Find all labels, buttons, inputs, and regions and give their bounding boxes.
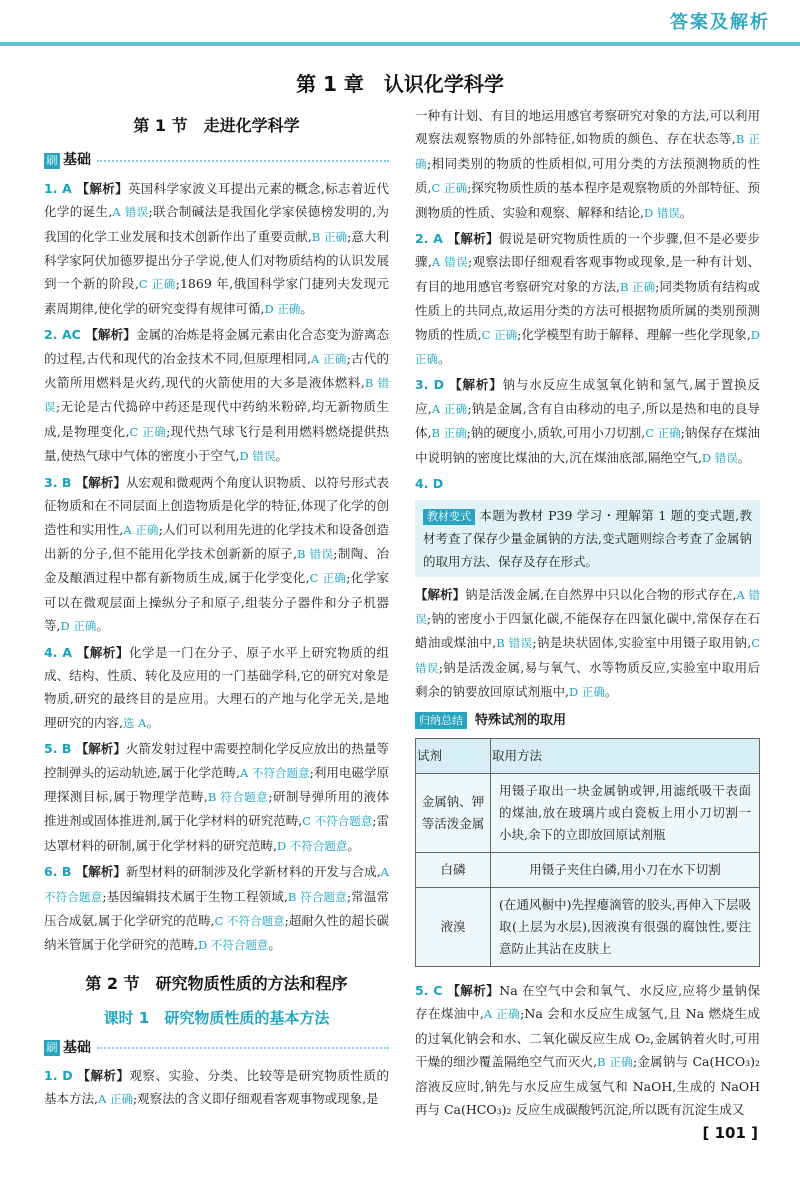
reagent-cell: 金属钠、钾等活泼金属: [416, 773, 491, 852]
summary-heading: [415, 709, 760, 732]
analysis-text: 。: [438, 351, 451, 367]
method-cell: 用镊子夹住白磷,用小刀在水下切割: [491, 852, 760, 887]
answer-item: [415, 227, 760, 371]
verdict-mark: D 正确: [264, 301, 301, 316]
analysis-tag: 【解析】: [449, 377, 503, 393]
answer-item: [44, 860, 389, 958]
analysis-text: ;相同类别的物质的性质相似,可用分类的方法预测物质的性质,: [415, 155, 761, 196]
analysis-text: ;钠的密度小于四氯化碳,不能保存在四氯化碳中,常保存在石蜡油或煤油中,: [415, 610, 761, 651]
analysis-text: ;联合制碱法是我国化学家侯德榜发明的,为我国的化学工业发展和技术创新作出了重要贡献,: [44, 204, 390, 244]
verdict-mark: C 正确: [138, 277, 176, 292]
reagent-cell: 白磷: [416, 852, 491, 887]
table-header-row: [416, 738, 760, 773]
analysis-text: 。: [737, 449, 751, 465]
verdict-mark: C 正确: [645, 426, 681, 441]
basic-heading: [44, 149, 389, 172]
analysis-text: 钠与水反应生成氢氧化钠和氢气,属于置换反应,: [415, 377, 760, 416]
analysis-tag: 【解析】: [447, 231, 499, 247]
analysis-tag: 【解析】: [75, 474, 126, 490]
analysis-text: ;Na 会和水反应生成氢气,且 Na 燃烧生成的过氧化钠会和水、二氧化碳反应生成 O₂,金属钠着火时,可用干燥的细沙覆盖隔绝空气而灭火,: [415, 1006, 760, 1070]
analysis-tag: 【解析】: [75, 864, 126, 880]
header-bar: [0, 42, 800, 46]
analysis-text: ;钠是块状固体,实验室中用镊子取用钠,: [532, 635, 752, 651]
analysis-text: 。: [604, 684, 618, 700]
analysis-text: 观察、实验、分类、比较等是研究物质性质的基本方法,: [44, 1068, 389, 1107]
question-number: 2. AC: [44, 327, 86, 343]
chapter-title: 第 1 章 认识化学科学: [296, 72, 504, 96]
verdict-mark: C 错误: [415, 636, 760, 675]
header-label: 答案及解析: [670, 12, 770, 33]
analysis-tag: 【解析】: [76, 644, 129, 660]
verdict-mark: D 错误: [701, 450, 738, 465]
answer-item: [415, 373, 760, 470]
method-cell: (在通风橱中)先捏瘪滴管的胶头,再伸入下层吸取(上层为水层),因液溴有很强的腐蚀性,要注意防止其沾在皮肤上: [491, 887, 760, 966]
verdict-mark: B 正确: [619, 279, 656, 294]
verdict-mark: C 正确: [129, 424, 167, 439]
table-row: [416, 887, 760, 966]
analysis-text: ;人们可以利用先进的化学技术和设备创造出新的分子,但不能用化学技术创新新的原子,: [44, 521, 389, 561]
analysis-text: 一种有计划、有目的地运用感官考察研究对象的方法,可以利用观察法观察物质的外部特征,如物质的颜色、存在状态等,: [415, 108, 760, 147]
answer-list-right-b: [415, 583, 760, 705]
question-number: 5. B: [44, 741, 76, 757]
analysis-text: ;金属钠与 Ca(HCO₃)₂ 溶液反应时,钠先与水反应生成氢气和 NaOH,生成的 NaOH 再与 Ca(HCO₃)₂ 反应生成碳酸钙沉淀,所以既有沉淀生成又: [415, 1054, 761, 1117]
right-column: [415, 104, 760, 1123]
analysis-tag: 【解析】: [415, 586, 466, 602]
verdict-mark: C 不符合题意: [302, 814, 373, 829]
basic-heading-2: [44, 1037, 389, 1060]
answer-list: [44, 177, 389, 958]
variant-box: [415, 500, 760, 577]
basic-label: 基础: [63, 1039, 91, 1056]
analysis-tag: 【解析】: [75, 741, 126, 757]
table-row: [416, 852, 760, 887]
verdict-mark: B 符合题意: [207, 789, 269, 804]
analysis-text: 英国科学家波义耳提出元素的概念,标志着近代化学的诞生,: [44, 180, 389, 220]
left-column: [44, 104, 389, 1114]
verdict-mark: B 符合题意: [287, 889, 347, 904]
answer-item: [44, 323, 389, 468]
verdict-mark: D 正确: [415, 327, 760, 367]
reagent-table: [415, 738, 760, 967]
analysis-text: ;探究物质性质的基本程序是观察物质的外部特征、预测物质的性质、实验和观察、解释和结论,: [415, 180, 760, 220]
analysis-text: ;同类物质有结构或性质上的共同点,故运用分类的方法可根据物质所属的类别预测物质的性质,: [415, 278, 760, 342]
verdict-mark: A 错误: [431, 255, 468, 270]
analysis-text: 新型材料的研制涉及化学新材料的开发与合成,: [125, 864, 381, 880]
analysis-text: ;制陶、冶金及酿酒过程中都有新物质生成,属于化学变化,: [44, 545, 390, 586]
answer-item: [44, 737, 389, 858]
verdict-mark: 选 A: [122, 715, 147, 730]
analysis-text: 。: [146, 714, 159, 730]
analysis-text: ;基因编辑技术属于生物工程领域,: [102, 888, 288, 904]
analysis-text: ;研制导弹所用的液体推进剂或固体推进剂,属于化学材料的研究范畴,: [44, 788, 390, 829]
verdict-mark: D 错误: [239, 449, 276, 464]
answer-item: [44, 1064, 389, 1112]
dotted-divider: [97, 160, 389, 162]
analysis-text: ;观察法即仔细观看客观事物或现象,是一种有计划、有目的地用感官考察研究对象的方法,: [415, 254, 760, 294]
reagent-cell: 液溴: [416, 887, 491, 966]
analysis-text: 从宏观和微观两个角度认识物质、以符号形式表征物质和在不同层面上创造物质是化学的特征,体现了化学的创造性和实用性,: [44, 474, 389, 537]
verdict-mark: A 正确: [431, 401, 468, 416]
answer-list-right: [415, 104, 760, 496]
analysis-text: ;钠保存在煤油中说明钠的密度比煤油的大,沉在煤油底部,隔绝空气,: [415, 425, 760, 465]
analysis-text: ;雷达罩材料的研制,属于化学材料的研究范畴,: [44, 813, 389, 853]
variant-text: 本题为教材 P39 学习・理解第 1 题的变式题,教材考查了保存少量金属钠的方法,变式题则综合考查了金属钠的取用方法、保存及存在形式。: [423, 507, 752, 569]
verdict-mark: B 正确: [311, 229, 348, 244]
verdict-mark: B 错误: [297, 546, 334, 561]
question-number: 2. A: [415, 231, 448, 247]
variant-badge: 教材变式: [423, 509, 475, 525]
verdict-mark: C 正确: [431, 181, 468, 196]
analysis-text: ;超耐久性的超长碳纳米管属于化学研究的范畴,: [44, 913, 389, 953]
question-number: 4. D: [415, 476, 444, 492]
analysis-text: Na 在空气中会和氧气、水反应,应将少量钠保存在煤油中,: [415, 982, 760, 1022]
verdict-mark: A 正确: [123, 522, 159, 537]
answer-list-right-c: [415, 979, 760, 1121]
verdict-mark: B 正确: [431, 426, 467, 441]
verdict-mark: A 不符合题意: [44, 865, 389, 904]
answer-item: [415, 583, 760, 705]
answer-item: [44, 641, 389, 736]
answer-item: [44, 471, 389, 639]
table-header-reagent: 试剂: [416, 738, 491, 773]
verdict-mark: B 正确: [597, 1055, 633, 1070]
section1-title: 第 1 节 走进化学科学: [133, 116, 300, 135]
analysis-text: ;现代热气球飞行是利用燃料燃烧提供热量,使热气球中气体的密度小于空气,: [44, 423, 389, 464]
analysis-text: 金属的冶炼是将金属元素由化合态变为游离态的过程,古代和现代的冶金技术不同,但原理相同,: [44, 327, 389, 366]
verdict-mark: D 正确: [60, 619, 97, 634]
verdict-mark: D 不符合题意: [197, 938, 269, 953]
verdict-mark: B 正确: [415, 132, 760, 171]
analysis-text: ;钠是金属,含有自由移动的电子,所以是热和电的良导体,: [415, 400, 760, 441]
analysis-text: 。: [96, 618, 109, 634]
verdict-mark: C 正确: [309, 571, 347, 586]
analysis-text: 假说是研究物质性质的一个步骤,但不是必要步骤,: [415, 231, 760, 270]
section2-title: 第 2 节 研究物质性质的方法和程序: [85, 973, 348, 993]
page-number: [ 101 ]: [702, 1124, 758, 1142]
verdict-mark: C 正确: [481, 327, 518, 342]
brush-badge-icon: 刷: [44, 1040, 60, 1056]
summary-title: 特殊试剂的取用: [475, 712, 567, 728]
analysis-text: 化学是一门在分子、原子水平上研究物质的组成、结构、性质、转化及应用的一门基础学科,它的研究对象是物质,研究的最终目的是应用。大理石的产地与化学无关,是地理研究的内容,: [44, 644, 389, 730]
analysis-text: 。: [275, 448, 288, 464]
analysis-text: ;化学模型有助于解释、理解一些化学现象,: [517, 326, 751, 342]
verdict-mark: B 错误: [496, 636, 533, 651]
answer-item: [415, 979, 760, 1121]
verdict-mark: D 错误: [643, 205, 680, 220]
analysis-text: ;1869 年,俄国科学家门捷列夫发现元素周期律,使化学的研究变得有规律可循,: [44, 276, 389, 316]
table-row: [416, 773, 760, 852]
analysis-text: ;钠的硬度小,质软,可用小刀切割,: [466, 425, 646, 441]
answer-item: [415, 472, 760, 495]
analysis-text: ;观察法的含义即仔细观看客观事物或现象,是: [132, 1091, 379, 1107]
analysis-text: 钠是活泼金属,在自然界中只以化合物的形式存在,: [465, 586, 737, 602]
question-number: 3. D: [415, 377, 450, 393]
dotted-divider: [97, 1047, 389, 1049]
analysis-text: 火箭发射过程中需要控制化学反应放出的热量等控制弹头的运动轨迹,属于化学范畴,: [44, 741, 389, 780]
question-number: 3. B: [44, 474, 76, 490]
verdict-mark: A 正确: [310, 351, 347, 366]
verdict-mark: A 错误: [112, 205, 149, 220]
lesson-title: 课时 1 研究物质性质的基本方法: [103, 1009, 330, 1028]
question-number: 5. C: [415, 982, 448, 998]
answer-item: [44, 177, 389, 321]
verdict-mark: D 不符合题意: [276, 838, 348, 853]
analysis-text: ;钠是活泼金属,易与氧气、水等物质反应,实验室中取用后剩余的钠要放回原试剂瓶中,: [415, 659, 760, 700]
verdict-mark: A 正确: [483, 1007, 521, 1022]
verdict-mark: B 错误: [44, 376, 389, 415]
analysis-text: ;无论是古代捣碎中药还是现代中药纳米粉碎,均无新物质生成,是物理变化,: [44, 399, 390, 439]
analysis-tag: 【解析】: [447, 982, 500, 998]
analysis-tag: 【解析】: [77, 1068, 130, 1084]
verdict-mark: C 不符合题意: [214, 914, 285, 928]
brush-badge-icon: 刷: [44, 153, 60, 169]
answer-item: [415, 104, 760, 225]
analysis-text: 。: [300, 300, 313, 316]
verdict-mark: D 正确: [568, 685, 605, 700]
question-number: 4. A: [44, 644, 77, 660]
analysis-text: ;古代的火箭所用燃料是火药,现代的火箭使用的大多是液体燃料,: [44, 350, 390, 391]
analysis-tag: 【解析】: [76, 180, 128, 196]
method-cell: 用镊子取出一块金属钠或钾,用滤纸吸干表面的煤油,放在玻璃片或白瓷板上用小刀切割一小块,余下的立即放回原试剂瓶: [491, 773, 760, 852]
question-number: 6. B: [44, 864, 76, 880]
answer-list-2: [44, 1064, 389, 1112]
analysis-text: ;意大利科学家阿伏加德罗提出分子学说,使人们对物质结构的认识发展到一个新的阶段,: [44, 228, 389, 292]
question-number: 1. A: [44, 180, 77, 196]
analysis-text: ;化学家可以在微观层面上操纵分子和原子,组装分子器件和分子机器等,: [44, 570, 389, 634]
analysis-text: ;常温常压合成氨,属于化学研究的范畴,: [44, 888, 390, 928]
question-number: 1. D: [44, 1068, 78, 1084]
basic-label: 基础: [63, 152, 91, 169]
table-header-method: 取用方法: [491, 738, 760, 773]
verdict-mark: A 不符合题意: [239, 765, 310, 780]
analysis-text: ;利用电磁学原理探测目标,属于物理学范畴,: [44, 764, 390, 804]
analysis-text: 。: [679, 204, 693, 220]
analysis-text: 。: [347, 837, 360, 853]
analysis-tag: 【解析】: [85, 327, 136, 343]
summary-badge: 归纳总结: [415, 712, 467, 729]
analysis-text: 。: [268, 937, 281, 953]
verdict-mark: A 正确: [97, 1092, 133, 1107]
verdict-mark: A 错误: [415, 587, 761, 626]
